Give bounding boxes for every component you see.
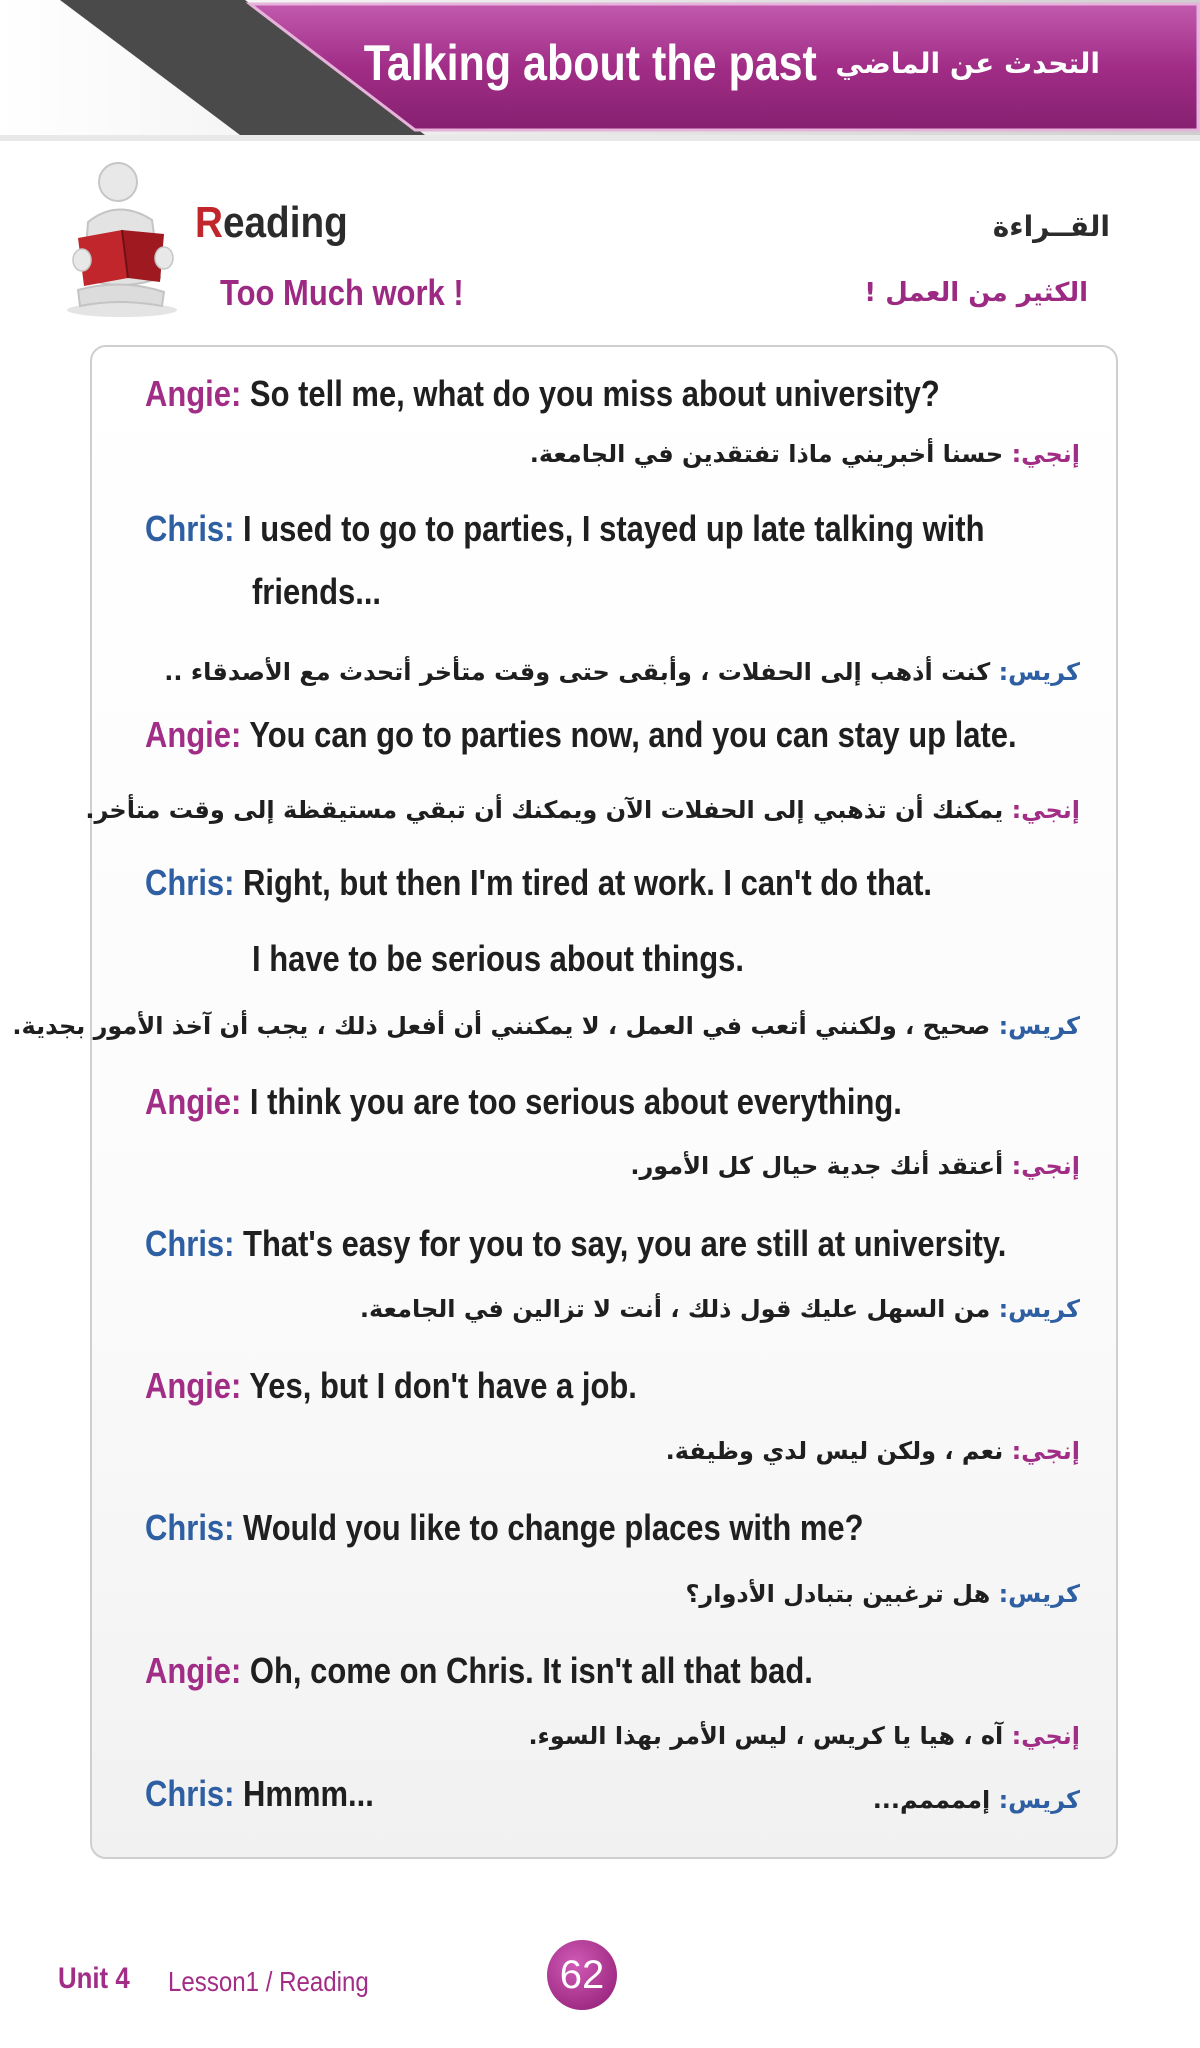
footer-unit: Unit 4 — [58, 1962, 130, 1995]
speaker-chris-arabic: كريس: — [998, 658, 1080, 686]
speaker-angie-arabic: إنجي: — [1011, 1437, 1080, 1465]
page-header — [0, 0, 1200, 150]
section-heading-rest: eading — [222, 198, 348, 247]
speaker-chris-arabic: كريس: — [998, 1580, 1080, 1608]
header-title-english: Talking about the past — [364, 35, 818, 91]
dialogue-line-english — [145, 1773, 374, 1815]
speaker-chris: Chris: — [145, 508, 235, 549]
speaker-chris-arabic: كريس: — [998, 1295, 1080, 1323]
dialogue-line-arabic — [530, 440, 1080, 468]
dialogue-text-arabic: من السهل عليك قول ذلك ، أنت لا تزالين في الجامعة. — [359, 1295, 999, 1323]
dialogue-line-arabic — [686, 1580, 1081, 1608]
dialogue-text-arabic: صحيح ، ولكنني أتعب في العمل ، لا يمكنني أن أفعل ذلك ، يجب أن آخذ الأمور بجدية. — [12, 1012, 999, 1040]
header-title-arabic: التحدث عن الماضي — [835, 46, 1100, 80]
section-heading-arabic: القــراءة — [992, 210, 1110, 243]
dialogue-line-arabic — [528, 1722, 1080, 1750]
dialogue-line-english — [145, 1650, 813, 1692]
dialogue-text: Yes, but I don't have a job. — [241, 1365, 637, 1406]
dialogue-text-arabic: هل ترغبين بتبادل الأدوار؟ — [685, 1580, 999, 1608]
speaker-chris: Chris: — [145, 1507, 235, 1548]
speaker-angie-arabic: إنجي: — [1011, 1152, 1080, 1180]
dialogue-line-arabic — [164, 658, 1080, 686]
dialogue-line-english — [145, 1507, 864, 1549]
section-heading-first-letter: R — [195, 198, 223, 247]
footer-lesson: Lesson1 / Reading — [168, 1966, 369, 1997]
dialogue-text: You can go to parties now, and you can stay up late. — [241, 714, 1017, 755]
reading-subtitle: Too Much work ! — [220, 272, 464, 313]
dialogue-line-arabic — [666, 1437, 1080, 1465]
dialogue-text: Oh, come on Chris. It isn't all that bad. — [241, 1650, 813, 1691]
header-title — [290, 28, 1100, 98]
dialogue-text-arabic: حسنا أخبريني ماذا تفتقدين في الجامعة. — [529, 440, 1012, 468]
speaker-angie: Angie: — [145, 1081, 242, 1122]
reading-subtitle-arabic: الكثير من العمل ! — [864, 278, 1088, 308]
dialogue-text-arabic: أعتقد أنك جدية حيال كل الأمور. — [630, 1152, 1012, 1180]
speaker-chris: Chris: — [145, 1773, 235, 1814]
dialogue-line-english — [145, 1223, 1006, 1265]
speaker-angie: Angie: — [145, 714, 242, 755]
speaker-chris-arabic: كريس: — [998, 1012, 1080, 1040]
dialogue-line-english — [145, 373, 940, 415]
dialogue-text: I think you are too serious about everything. — [241, 1081, 902, 1122]
dialogue-line-continuation: friends... — [252, 571, 382, 612]
dialogue-text-arabic: كنت أذهب إلى الحفلات ، وأبقى حتى وقت متأخر أتحدث مع الأصدقاء .. — [164, 658, 999, 686]
dialogue-line-english — [145, 508, 984, 550]
speaker-angie-arabic: إنجي: — [1011, 796, 1080, 824]
dialogue-text: So tell me, what do you miss about university? — [241, 373, 940, 414]
dialogue-line-arabic — [360, 1295, 1080, 1323]
speaker-angie: Angie: — [145, 1365, 242, 1406]
speaker-chris: Chris: — [145, 862, 235, 903]
page-number-badge: 62 — [547, 1940, 617, 2010]
dialogue-text-arabic: يمكنك أن تذهبي إلى الحفلات الآن ويمكنك أن تبقي مستيقظة إلى وقت متأخر. — [85, 796, 1012, 824]
dialogue-text-arabic: نعم ، ولكن ليس لدي وظيفة. — [665, 1437, 1012, 1465]
speaker-angie: Angie: — [145, 373, 242, 414]
dialogue-line-arabic — [85, 796, 1080, 824]
dialogue-line-arabic — [630, 1152, 1080, 1180]
reading-figure-icon — [60, 160, 190, 320]
section-heading — [195, 198, 348, 248]
dialogue-line-english — [145, 1365, 637, 1407]
speaker-chris: Chris: — [145, 1223, 235, 1264]
dialogue-text: I used to go to parties, I stayed up late talking with — [234, 508, 985, 549]
dialogue-line-english — [145, 862, 932, 904]
speaker-angie-arabic: إنجي: — [1011, 1722, 1080, 1750]
speaker-angie-arabic: إنجي: — [1011, 440, 1080, 468]
dialogue-text: Hmmm... — [234, 1773, 374, 1814]
dialogue-line-english — [145, 714, 1017, 756]
dialogue-line-arabic — [873, 1786, 1080, 1814]
dialogue-line-continuation: I have to be serious about things. — [252, 938, 745, 979]
dialogue-text: Right, but then I'm tired at work. I can't do that. — [234, 862, 933, 903]
dialogue-line-english — [145, 1081, 902, 1123]
speaker-chris-arabic: كريس: — [998, 1786, 1080, 1814]
speaker-angie: Angie: — [145, 1650, 242, 1691]
dialogue-text: Would you like to change places with me? — [234, 1507, 864, 1548]
dialogue-text-arabic: آه ، هيا يا كريس ، ليس الأمر بهذا السوء. — [528, 1722, 1012, 1750]
dialogue-text: That's easy for you to say, you are still at university. — [234, 1223, 1007, 1264]
dialogue-line-arabic — [12, 1012, 1080, 1040]
dialogue-text-arabic: إممممم... — [872, 1786, 999, 1814]
